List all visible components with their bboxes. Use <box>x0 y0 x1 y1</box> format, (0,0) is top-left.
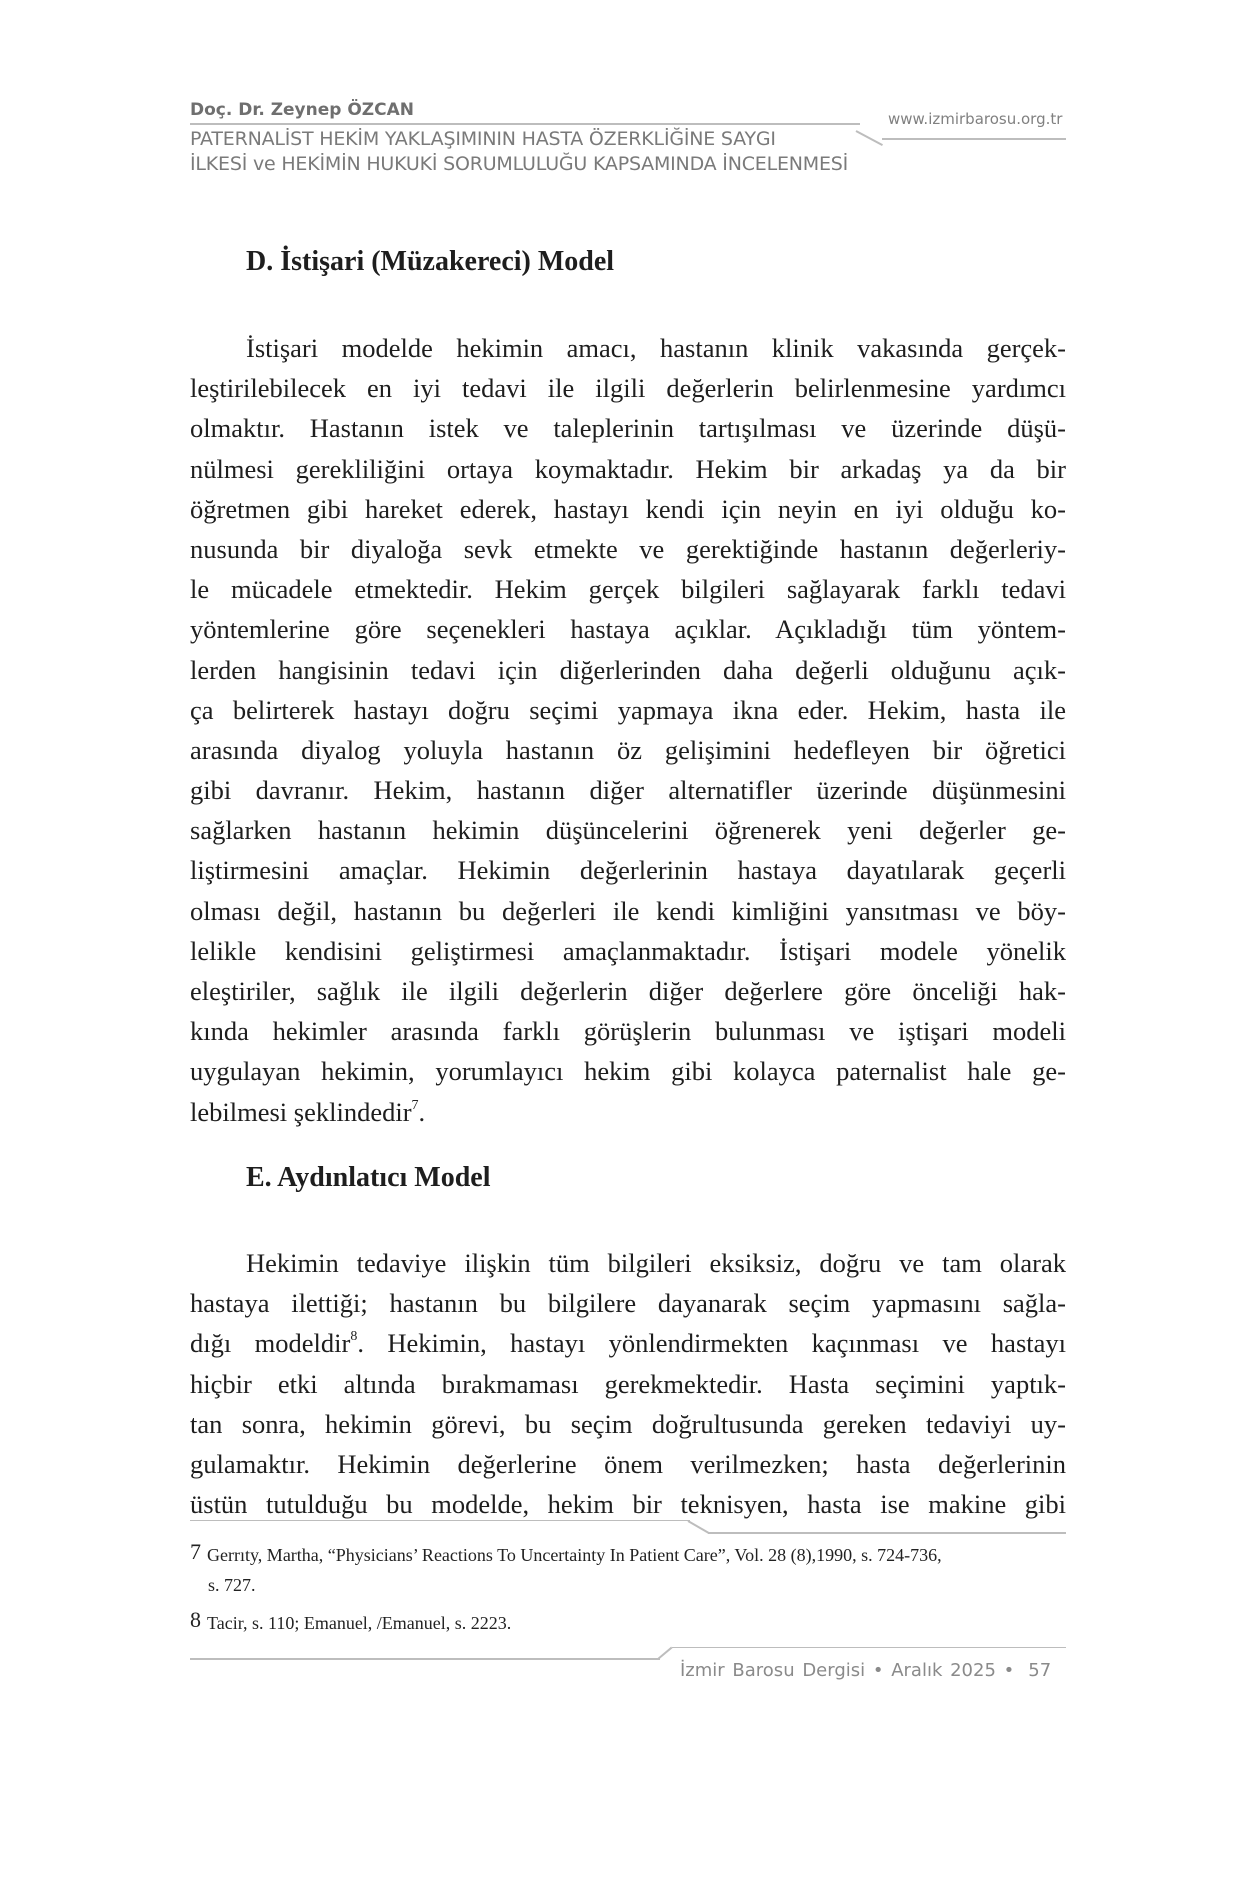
article-title-line2: İLKESİ ve HEKİMİN HUKUKİ SORUMLULUĞU KAPSAMINDA İNCELENMESİ <box>190 153 849 175</box>
text-line: leştirilebilecek en iyi tedavi ile ilgili değerlerin belirlenmesine yardımcı <box>190 373 1066 404</box>
text-line: lelikle kendisini geliştirmesi amaçlanmaktadır. İstişari modele yönelik <box>190 935 1066 966</box>
footer-rule-slant <box>657 1647 672 1660</box>
text-line: İstişari modelde hekimin amacı, hastanın klinik vakasında gerçek- <box>246 333 1066 363</box>
website: www.izmirbarosu.org.tr <box>888 110 1063 128</box>
text-line: nusunda bir diyaloğa sevk etmekte ve gerektiğinde hastanın değerleriy- <box>190 533 1066 564</box>
text-line: le mücadele etmektedir. Hekim gerçek bilgileri sağlayarak farklı tedavi <box>190 574 1066 605</box>
footnote-7 <box>190 1539 942 1596</box>
text: . <box>418 1096 426 1127</box>
section-heading-d: D. İstişari (Müzakereci) Model <box>246 246 615 277</box>
footnote-text-cont: s. 727. <box>208 1575 256 1595</box>
author-name: Doç. Dr. Zeynep ÖZCAN <box>190 100 414 120</box>
header-rule-right <box>882 138 1066 140</box>
page-number: 57 <box>1028 1660 1052 1681</box>
text-line: olması değil, hastanın bu değerleri ile kendi kimliğini yansıtması ve böy- <box>190 895 1066 926</box>
footnote-rule <box>190 1520 690 1521</box>
text-line: üstün tutulduğu bu modelde, hekim bir teknisyen, hasta ise makine gibi <box>190 1489 1066 1520</box>
text: dığı modeldir <box>190 1328 351 1359</box>
text-line: yöntemlerine göre seçenekleri hastaya açıklar. Açıkladığı tüm yöntem- <box>190 614 1066 645</box>
header-rule <box>190 123 860 125</box>
footnote-number: 7 <box>190 1539 201 1564</box>
text-line: gibi davranır. Hekim, hastanın diğer alternatifler üzerinde düşünmesini <box>190 775 1066 806</box>
text-line: lerden hangisinin tedavi için diğerlerinden daha değerli olduğunu açık- <box>190 654 1066 685</box>
text-line: nülmesi gerekliliğini ortaya koymaktadır. Hekim bir arkadaş ya da bir <box>190 453 1066 484</box>
text-line: tan sonra, hekimin görevi, bu seçim doğrultusunda gereken tedaviyi uy- <box>190 1408 1066 1439</box>
text-line: kında hekimler arasında farklı görüşlerin bulunması ve iştişari modeli <box>190 1016 1066 1047</box>
header-rule-slant <box>856 130 883 146</box>
footnote-text: Tacir, s. 110; Emanuel, /Emanuel, s. 2223. <box>207 1613 512 1633</box>
page-footer <box>680 1660 1051 1681</box>
text-line: arasında diyalog yoluyla hastanın öz gelişimini hedefleyen bir öğretici <box>190 734 1066 765</box>
footnote-number: 8 <box>190 1607 201 1632</box>
text-line: olmaktır. Hastanın istek ve taleplerinin tartışılması ve üzerinde düşü- <box>190 413 1066 444</box>
text-line: Hekimin tedaviye ilişkin tüm bilgileri eksiksiz, doğru ve tam olarak <box>246 1248 1066 1278</box>
footnote-8 <box>190 1607 512 1639</box>
footnote-text: Gerrıty, Martha, “Physicians’ Reactions To Uncertainty In Patient Care”, Vol. 28 (8),1990, s. 724-736, <box>207 1545 942 1565</box>
text-line: hastaya ilettiği; hastanın bu bilgilere dayanarak seçim yapmasını sağla- <box>190 1288 1066 1319</box>
footnote-ref[interactable]: 8 <box>350 1329 358 1345</box>
footnote-rule-right <box>708 1532 1066 1534</box>
article-title-line1: PATERNALİST HEKİM YAKLAŞIMININ HASTA ÖZERKLİĞİNE SAYGI <box>190 128 776 150</box>
text-line: öğretmen gibi hareket ederek, hastayı kendi için neyin en iyi olduğu ko- <box>190 493 1066 524</box>
paragraph-e <box>190 1243 1066 1524</box>
footer-rule <box>190 1658 660 1660</box>
text-line <box>190 1092 1066 1132</box>
paragraph-d <box>190 328 1066 1132</box>
text: lebilmesi şeklindedir <box>190 1096 412 1127</box>
text-line: ça belirterek hastayı doğru seçimi yapmaya ikna eder. Hekim, hasta ile <box>190 694 1066 725</box>
text-line: sağlarken hastanın hekimin düşüncelerini öğrenerek yeni değerler ge- <box>190 815 1066 846</box>
journal-issue: İzmir Barosu Dergisi • Aralık 2025 • <box>680 1660 1015 1681</box>
text-line: liştirmesini amaçlar. Hekimin değerlerinin hastaya dayatılarak geçerli <box>190 855 1066 886</box>
text-line <box>190 1323 1066 1363</box>
footer-rule-top <box>672 1647 1066 1648</box>
text-line: uygulayan hekimin, yorumlayıcı hekim gibi kolayca paternalist hale ge- <box>190 1056 1066 1087</box>
section-heading-e: E. Aydınlatıcı Model <box>246 1162 491 1193</box>
text-line: hiçbir etki altında bırakmaması gerekmektedir. Hasta seçimini yaptık- <box>190 1368 1066 1399</box>
text: . Hekimin, hastayı yönlendirmekten kaçınması ve hastayı <box>357 1328 1066 1359</box>
text-line: eleştiriler, sağlık ile ilgili değerlerin diğer değerlere göre önceliği hak- <box>190 976 1066 1006</box>
text-line: gulamaktır. Hekimin değerlerine önem verilmezken; hasta değerlerinin <box>190 1448 1066 1479</box>
footnote-ref[interactable]: 7 <box>411 1097 419 1113</box>
